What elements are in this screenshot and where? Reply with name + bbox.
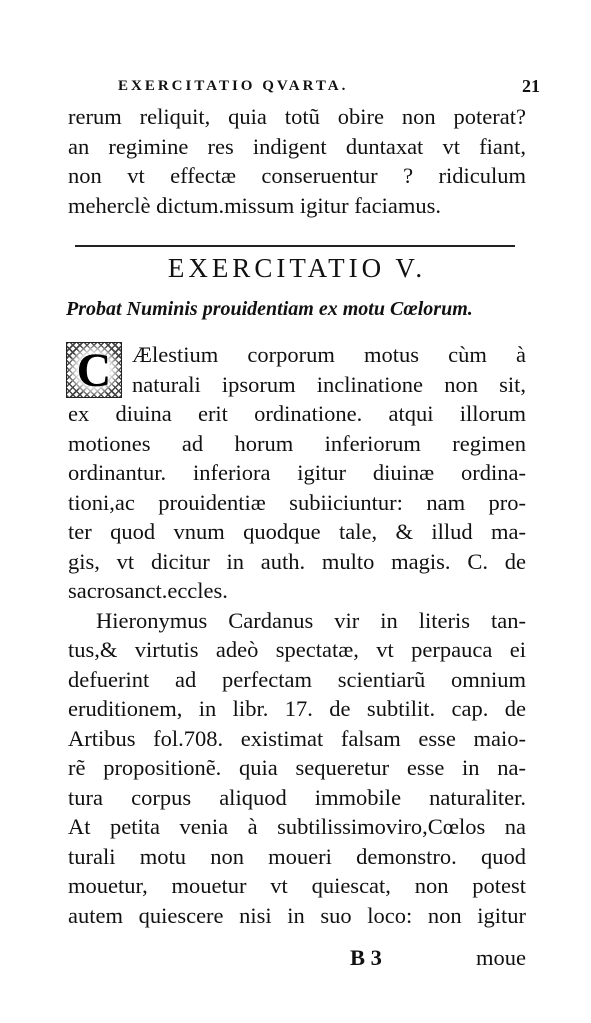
text-line: motiones ad horum inferiorum regimen	[68, 430, 526, 456]
signature-mark: B 3	[350, 945, 382, 970]
text-line: non vt effectæ conseruentur ? ridiculum	[68, 163, 526, 188]
catchword: moue	[476, 945, 526, 970]
text-line: autem quiescere nisi in suo loco: non igitur	[68, 902, 526, 928]
text-line: meherclè dictum.missum igitur faciamus.	[68, 192, 442, 218]
text-line: rẽ propositionẽ. quia sequeretur esse in na-	[68, 755, 526, 780]
text-line: ter quod vnum quodque tale, & illud ma-	[68, 519, 526, 544]
text-line: At petita venia à subtilissimoviro,Cœlos na	[68, 814, 526, 839]
text-line: naturali ipsorum inclinatione non sit,	[132, 371, 526, 397]
text-line: tus,& virtutis adeò spectatæ, vt perpauca ei	[68, 637, 526, 662]
running-head	[100, 78, 540, 100]
text-line: ex diuina erit ordinatione. atqui illorum	[68, 401, 526, 426]
text-line: ordinantur. inferiora igitur diuinæ ordina-	[68, 460, 526, 485]
text-line: eruditionem, in libr. 17. de subtilit. cap. de	[68, 696, 526, 721]
section-subheading: Probat Numinis prouidentiam ex motu Cœlorum.	[66, 298, 473, 320]
page-footer	[68, 945, 526, 975]
text-line: Hieronymus Cardanus vir in literis tan-	[96, 607, 526, 633]
text-line: mouetur, mouetur vt quiescat, non potest	[68, 873, 526, 898]
page-number: 21	[522, 76, 540, 96]
section-divider	[75, 245, 515, 247]
text-line: rerum reliquit, quia totũ obire non poterat?	[68, 104, 526, 129]
text-line: turali motu non moueri demonstro. quod	[68, 843, 526, 869]
main-text	[68, 340, 526, 930]
section-heading: EXERCITATIO V.	[167, 253, 427, 283]
text-line: Artibus fol.708. existimat falsam esse maio-	[68, 725, 526, 751]
text-line: gis, vt dicitur in auth. multo magis. C. de	[68, 548, 526, 574]
text-line: an regimine res indigent duntaxat vt fiant,	[68, 133, 526, 159]
previous-exercise-text	[68, 102, 526, 220]
text-line: tioni,ac prouidentiæ subiiciuntur: nam pro-	[68, 489, 526, 515]
text-line: tura corpus aliquod immobile naturaliter.	[68, 784, 526, 810]
running-title: EXERCITATIO QVARTA.	[118, 78, 349, 94]
text-line: Ælestium corporum motus cùm à	[132, 342, 526, 367]
initial-letter: C	[67, 343, 121, 397]
text-line: defuerint ad perfectam scientiarũ omnium	[68, 666, 526, 692]
text-line: sacrosanct.eccles.	[68, 578, 228, 603]
